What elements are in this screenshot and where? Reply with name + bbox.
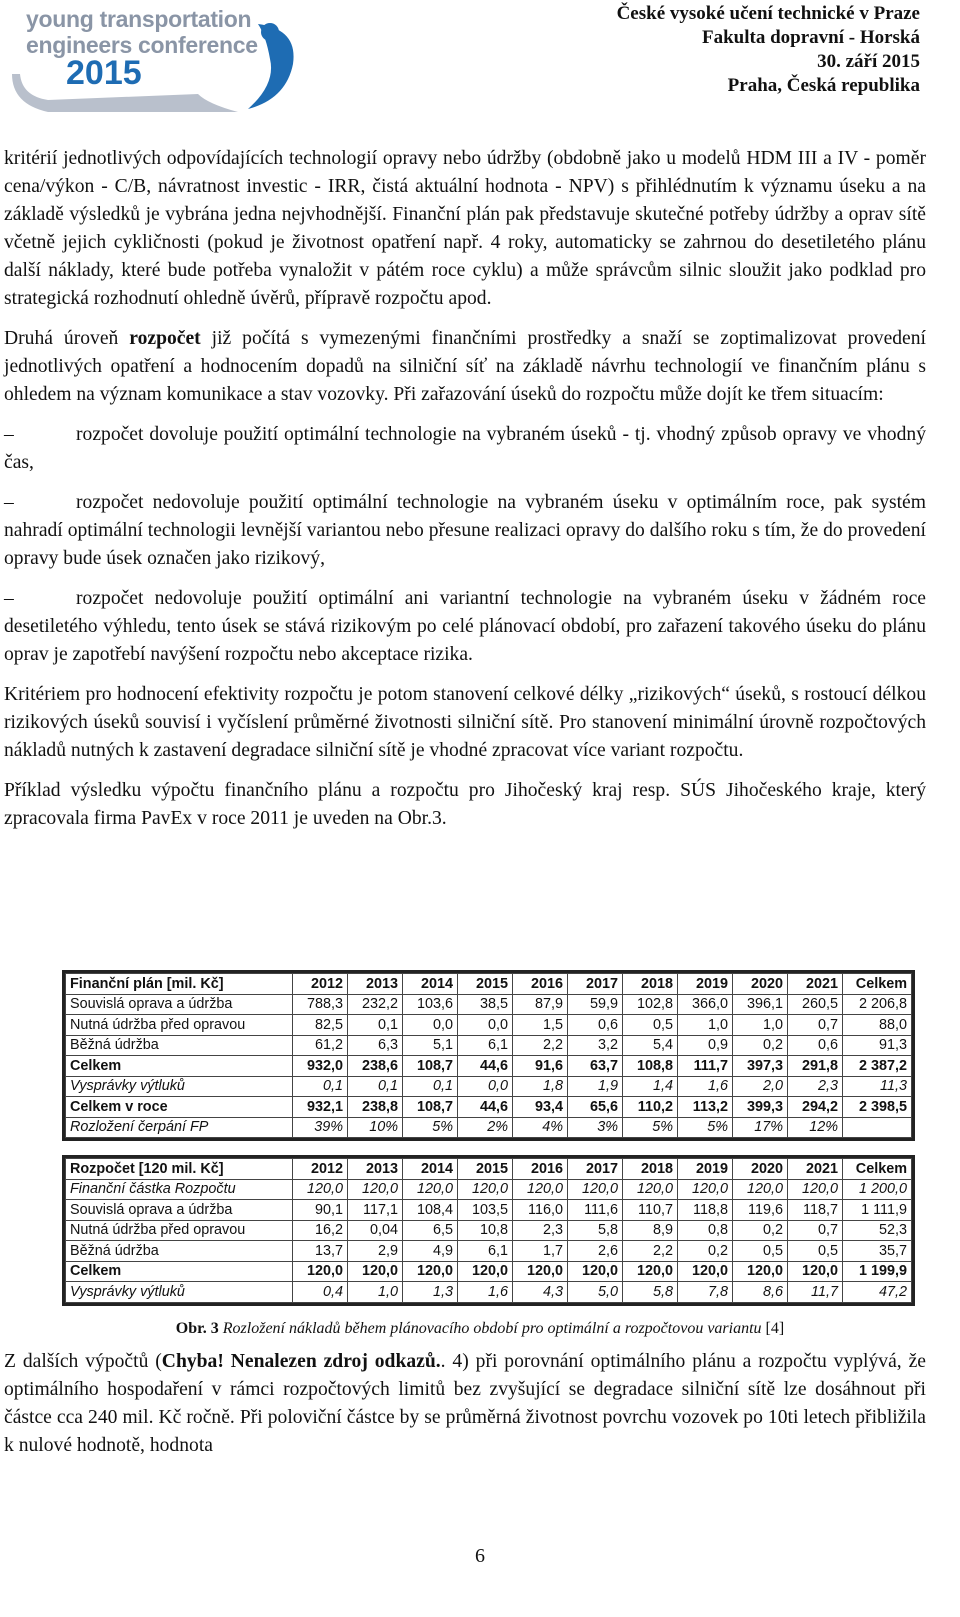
value-cell: 88,0 xyxy=(843,1015,912,1036)
value-cell: 2016 xyxy=(513,974,568,995)
institution-block xyxy=(617,2,920,98)
row-label-cell: Vysprávky výtluků xyxy=(66,1282,293,1303)
value-cell: 0,6 xyxy=(788,1035,843,1056)
value-cell: 932,1 xyxy=(293,1097,348,1118)
row-label-cell: Finanční částka Rozpočtu xyxy=(66,1179,293,1200)
value-cell: 5,4 xyxy=(623,1035,678,1056)
value-cell: 120,0 xyxy=(403,1179,458,1200)
value-cell: 4% xyxy=(513,1117,568,1138)
value-cell: 2015 xyxy=(458,1159,513,1180)
value-cell: 2012 xyxy=(293,1159,348,1180)
conference-logo xyxy=(8,4,308,122)
value-cell: 63,7 xyxy=(568,1056,623,1077)
value-cell: 366,0 xyxy=(678,994,733,1015)
value-cell: 108,8 xyxy=(623,1056,678,1077)
value-cell: 17% xyxy=(733,1117,788,1138)
value-cell: 2020 xyxy=(733,974,788,995)
paragraph: kritérií jednotlivých odpovídajících technologií opravy nebo údržby (obdobně jako u modelů HDM III a IV - poměr cena/výkon - C/B, návratnost investic - IRR, čistá aktuální hodnota - NPV) s přihlédnutím k významu úseku a na základě výsledků je vybrána jedna nejvhodnější. Finanční plán pak představuje skutečné potřeby údržby a oprav sítě včetně jejich cykličnosti (pokud je životnost opatření např. 4 roky, automaticky se zahrnou do desetiletého plánu další náklady, které bude potřeba vynaložit v pátém roce cyklu) a může správcům silnic sloužit jako podklad pro strategická rozhodnutí ohledně úvěrů, přípravě rozpočtu apod. xyxy=(4,148,926,309)
value-cell: 12% xyxy=(788,1117,843,1138)
value-cell: 35,7 xyxy=(843,1241,912,1262)
figure-caption xyxy=(0,1320,960,1338)
value-cell: 1,4 xyxy=(623,1076,678,1097)
table-row xyxy=(66,1179,912,1200)
value-cell: 7,8 xyxy=(678,1282,733,1303)
value-cell: 120,0 xyxy=(623,1179,678,1200)
value-cell: 0,5 xyxy=(733,1241,788,1262)
value-cell: 2,2 xyxy=(513,1035,568,1056)
value-cell: 82,5 xyxy=(293,1015,348,1036)
row-label-cell: Nutná údržba před opravou xyxy=(66,1015,293,1036)
value-cell: 2020 xyxy=(733,1159,788,1180)
budget-table xyxy=(65,1158,912,1303)
value-cell: 120,0 xyxy=(458,1261,513,1282)
value-cell: 0,0 xyxy=(403,1015,458,1036)
value-cell: 0,7 xyxy=(788,1015,843,1036)
value-cell: 1,7 xyxy=(513,1241,568,1262)
table-row xyxy=(66,1035,912,1056)
value-cell: 1 200,0 xyxy=(843,1179,912,1200)
value-cell: 238,8 xyxy=(348,1097,403,1118)
value-cell: 5,8 xyxy=(568,1220,623,1241)
value-cell: 120,0 xyxy=(293,1261,348,1282)
value-cell: 0,1 xyxy=(293,1076,348,1097)
value-cell: 87,9 xyxy=(513,994,568,1015)
caption-label: Obr. 3 xyxy=(175,1320,219,1337)
value-cell: 788,3 xyxy=(293,994,348,1015)
table-row xyxy=(66,1241,912,1262)
caption-text: Rozložení nákladů během plánovacího období pro optimální a rozpočtovou variantu xyxy=(222,1320,762,1337)
value-cell: 120,0 xyxy=(568,1261,623,1282)
value-cell: 0,1 xyxy=(403,1076,458,1097)
value-cell: 0,5 xyxy=(623,1015,678,1036)
value-cell: 3,2 xyxy=(568,1035,623,1056)
row-label-cell: Celkem xyxy=(66,1056,293,1077)
bold-term: rozpočet xyxy=(129,328,201,349)
value-cell: 2012 xyxy=(293,974,348,995)
table-row xyxy=(66,1076,912,1097)
value-cell: 120,0 xyxy=(678,1179,733,1200)
row-label-cell: Nutná údržba před opravou xyxy=(66,1220,293,1241)
dash-marker: – xyxy=(4,424,14,445)
institution-line: Praha, Česká republika xyxy=(727,75,920,96)
value-cell: 1,0 xyxy=(733,1015,788,1036)
row-label-cell: Finanční plán [mil. Kč] xyxy=(66,974,293,995)
value-cell: 2015 xyxy=(458,974,513,995)
page-number: 6 xyxy=(475,1545,485,1567)
value-cell: 6,1 xyxy=(458,1241,513,1262)
table-header-row xyxy=(66,974,912,995)
value-cell: 260,5 xyxy=(788,994,843,1015)
value-cell: 2,3 xyxy=(788,1076,843,1097)
value-cell: 2021 xyxy=(788,1159,843,1180)
list-item-text: rozpočet nedovoluje použití optimální ani variantní technologie na vybraném úseku v žádném roce desetiletého výhledu, tento úsek se stává rizikovým po celé plánovací období, pro zařazení takového úseku do plánu oprav je zapotřebí navýšení rozpočtu nebo akceptace rizika. xyxy=(4,588,926,665)
logo-line-2: engineers conference xyxy=(26,32,258,58)
value-cell: 396,1 xyxy=(733,994,788,1015)
table-row xyxy=(66,994,912,1015)
value-cell: 1,3 xyxy=(403,1282,458,1303)
institution-line: České vysoké učení technické v Praze xyxy=(616,3,920,24)
value-cell: 110,2 xyxy=(623,1097,678,1118)
value-cell: 111,7 xyxy=(678,1056,733,1077)
row-label-cell: Běžná údržba xyxy=(66,1035,293,1056)
value-cell: 47,2 xyxy=(843,1282,912,1303)
value-cell: 0,7 xyxy=(788,1220,843,1241)
list-item xyxy=(4,421,926,477)
value-cell: 117,1 xyxy=(348,1200,403,1221)
value-cell: 120,0 xyxy=(348,1179,403,1200)
value-cell: 120,0 xyxy=(348,1261,403,1282)
value-cell: 120,0 xyxy=(458,1179,513,1200)
value-cell: 5,0 xyxy=(568,1282,623,1303)
value-cell: 0,2 xyxy=(678,1241,733,1262)
value-cell: 8,9 xyxy=(623,1220,678,1241)
value-cell: 2 387,2 xyxy=(843,1056,912,1077)
value-cell: 8,6 xyxy=(733,1282,788,1303)
value-cell: 108,7 xyxy=(403,1056,458,1077)
value-cell: 2,0 xyxy=(733,1076,788,1097)
table-row xyxy=(66,1097,912,1118)
value-cell: 2014 xyxy=(403,1159,458,1180)
row-label-cell: Běžná údržba xyxy=(66,1241,293,1262)
budget-table-frame xyxy=(62,1155,915,1306)
value-cell: 2018 xyxy=(623,1159,678,1180)
value-cell: 0,1 xyxy=(348,1076,403,1097)
financial-plan-table xyxy=(65,973,912,1138)
value-cell: 2,3 xyxy=(513,1220,568,1241)
value-cell: 120,0 xyxy=(293,1179,348,1200)
value-cell: 2021 xyxy=(788,974,843,995)
value-cell: 2019 xyxy=(678,1159,733,1180)
value-cell: 5% xyxy=(623,1117,678,1138)
value-cell: 291,8 xyxy=(788,1056,843,1077)
value-cell: 103,5 xyxy=(458,1200,513,1221)
value-cell: 5% xyxy=(403,1117,458,1138)
value-cell: 118,7 xyxy=(788,1200,843,1221)
value-cell: 39% xyxy=(293,1117,348,1138)
value-cell: 397,3 xyxy=(733,1056,788,1077)
value-cell: 0,2 xyxy=(733,1220,788,1241)
table-row xyxy=(66,1200,912,1221)
table-row xyxy=(66,1015,912,1036)
value-cell: 10,8 xyxy=(458,1220,513,1241)
dash-marker: – xyxy=(4,492,14,513)
value-cell: 4,3 xyxy=(513,1282,568,1303)
text-run: Druhá úroveň xyxy=(4,328,130,349)
value-cell: 0,0 xyxy=(458,1015,513,1036)
value-cell: 1 111,9 xyxy=(843,1200,912,1221)
value-cell: 0,9 xyxy=(678,1035,733,1056)
value-cell: 120,0 xyxy=(513,1261,568,1282)
value-cell: 0,2 xyxy=(733,1035,788,1056)
row-label-cell: Vysprávky výtluků xyxy=(66,1076,293,1097)
value-cell: 0,1 xyxy=(348,1015,403,1036)
text-run: Z dalších výpočtů ( xyxy=(4,1351,162,1372)
value-cell: 111,6 xyxy=(568,1200,623,1221)
value-cell: 0,04 xyxy=(348,1220,403,1241)
value-cell: 1,9 xyxy=(568,1076,623,1097)
row-label-cell: Celkem v roce xyxy=(66,1097,293,1118)
value-cell: 6,1 xyxy=(458,1035,513,1056)
value-cell: 44,6 xyxy=(458,1097,513,1118)
value-cell: 11,7 xyxy=(788,1282,843,1303)
value-cell: 2,6 xyxy=(568,1241,623,1262)
value-cell: 2018 xyxy=(623,974,678,995)
value-cell: 0,8 xyxy=(678,1220,733,1241)
value-cell: 932,0 xyxy=(293,1056,348,1077)
value-cell: 2,2 xyxy=(623,1241,678,1262)
value-cell: 1,0 xyxy=(348,1282,403,1303)
table-row xyxy=(66,1117,912,1138)
closing-paragraph xyxy=(4,1348,926,1460)
body-text xyxy=(4,145,926,845)
value-cell: 120,0 xyxy=(788,1261,843,1282)
value-cell: 65,6 xyxy=(568,1097,623,1118)
value-cell: 93,4 xyxy=(513,1097,568,1118)
value-cell: 1,6 xyxy=(678,1076,733,1097)
value-cell: 5,8 xyxy=(623,1282,678,1303)
list-item-text: rozpočet dovoluje použití optimální technologie na vybraném úseků - tj. vhodný způsob opravy ve vhodný čas, xyxy=(4,424,926,473)
value-cell xyxy=(843,1117,912,1138)
value-cell: 1 199,9 xyxy=(843,1261,912,1282)
paragraph: Příklad výsledku výpočtu finančního plánu a rozpočtu pro Jihočeský kraj resp. SÚS Jihočeského kraje, který zpracovala firma PavEx v roce 2011 je uveden na Obr.3. xyxy=(4,780,926,829)
value-cell: 1,5 xyxy=(513,1015,568,1036)
value-cell: 120,0 xyxy=(513,1179,568,1200)
value-cell: 61,2 xyxy=(293,1035,348,1056)
value-cell: 1,6 xyxy=(458,1282,513,1303)
row-label-cell: Rozložení čerpání FP xyxy=(66,1117,293,1138)
row-label-cell: Rozpočet [120 mil. Kč] xyxy=(66,1159,293,1180)
value-cell: Celkem xyxy=(843,1159,912,1180)
value-cell: 90,1 xyxy=(293,1200,348,1221)
table-row xyxy=(66,1220,912,1241)
list-item xyxy=(4,585,926,669)
value-cell: 238,6 xyxy=(348,1056,403,1077)
value-cell: 6,3 xyxy=(348,1035,403,1056)
list-item xyxy=(4,489,926,573)
value-cell: Celkem xyxy=(843,974,912,995)
list-item-text: rozpočet nedovoluje použití optimální technologie na vybraném úseku v optimálním roce, pak systém nahradí optimální technologii levnější variantou nebo přesune realizaci opravy do dalšího roku s tím, že do provedení opravy bude úsek označen jako rizikový, xyxy=(4,492,926,569)
institution-line: 30. září 2015 xyxy=(817,51,920,72)
value-cell: 2017 xyxy=(568,974,623,995)
value-cell: 2% xyxy=(458,1117,513,1138)
table-row xyxy=(66,1261,912,1282)
value-cell: 108,7 xyxy=(403,1097,458,1118)
text-run: . 4) při porovnání optimálního plánu a rozpočtu vyplývá, že optimálního hospodaření v rámci rozpočtových limitů bez zvyšující se degradace silniční sítě lze dosáhnout při částce cca 240 mil. Kč ročně. Při poloviční částce by se průměrná životnost povrchu vozovek po 10ti letech přibližila k nulové hodnotě, hodnota xyxy=(4,1351,926,1456)
value-cell: 102,8 xyxy=(623,994,678,1015)
value-cell: 1,8 xyxy=(513,1076,568,1097)
value-cell: 120,0 xyxy=(568,1179,623,1200)
value-cell: 38,5 xyxy=(458,994,513,1015)
institution-line: Fakulta dopravní - Horská xyxy=(701,27,920,48)
row-label-cell: Souvislá oprava a údržba xyxy=(66,994,293,1015)
value-cell: 10% xyxy=(348,1117,403,1138)
value-cell: 44,6 xyxy=(458,1056,513,1077)
logo-line-1: young transportation xyxy=(26,6,252,32)
value-cell: 13,7 xyxy=(293,1241,348,1262)
value-cell: 103,6 xyxy=(403,994,458,1015)
value-cell: 59,9 xyxy=(568,994,623,1015)
dash-marker: – xyxy=(4,588,14,609)
value-cell: 120,0 xyxy=(733,1261,788,1282)
value-cell: 116,0 xyxy=(513,1200,568,1221)
value-cell: 3% xyxy=(568,1117,623,1138)
value-cell: 5,1 xyxy=(403,1035,458,1056)
paragraph xyxy=(4,325,926,409)
value-cell: 91,6 xyxy=(513,1056,568,1077)
value-cell: 0,5 xyxy=(788,1241,843,1262)
value-cell: 294,2 xyxy=(788,1097,843,1118)
value-cell: 120,0 xyxy=(623,1261,678,1282)
value-cell: 113,2 xyxy=(678,1097,733,1118)
value-cell: 119,6 xyxy=(733,1200,788,1221)
value-cell: 2,9 xyxy=(348,1241,403,1262)
table-row xyxy=(66,1056,912,1077)
value-cell: 4,9 xyxy=(403,1241,458,1262)
value-cell: 16,2 xyxy=(293,1220,348,1241)
value-cell: 2 398,5 xyxy=(843,1097,912,1118)
text-run: již počítá s vymezenými finančními prostředky a snaží se zoptimalizovat provedení jednotlivých opatření a hodnocením dopadů na silniční síť na základě návrhu technologií ve finančním plánu s ohledem na význam komunikace a stav vozovky. Při zařazování úseků do rozpočtu může dojít ke třem situacím: xyxy=(4,328,926,405)
error-reference: Chyba! Nenalezen zdroj odkazů. xyxy=(161,1351,441,1372)
table-header-row xyxy=(66,1159,912,1180)
value-cell: 2019 xyxy=(678,974,733,995)
paragraph: Kritériem pro hodnocení efektivity rozpočtu je potom stanovení celkové délky „rizikových“ úseků, s rostoucí délkou rizikových úseků souvisí i vyčíslení průměrné životnosti silniční sítě. Pro stanovení minimální úrovně rozpočtových nákladů nutných k zastavení degradace silniční sítě je vhodné zpracovat více variant rozpočtu. xyxy=(4,684,926,761)
value-cell: 6,5 xyxy=(403,1220,458,1241)
value-cell: 2013 xyxy=(348,974,403,995)
value-cell: 2 206,8 xyxy=(843,994,912,1015)
value-cell: 108,4 xyxy=(403,1200,458,1221)
value-cell: 5% xyxy=(678,1117,733,1138)
value-cell: 110,7 xyxy=(623,1200,678,1221)
value-cell: 0,0 xyxy=(458,1076,513,1097)
caption-ref: [4] xyxy=(765,1320,785,1337)
value-cell: 91,3 xyxy=(843,1035,912,1056)
value-cell: 120,0 xyxy=(733,1179,788,1200)
value-cell: 120,0 xyxy=(403,1261,458,1282)
value-cell: 0,4 xyxy=(293,1282,348,1303)
value-cell: 2016 xyxy=(513,1159,568,1180)
table-row xyxy=(66,1282,912,1303)
financial-plan-table-frame xyxy=(62,970,915,1141)
value-cell: 52,3 xyxy=(843,1220,912,1241)
row-label-cell: Souvislá oprava a údržba xyxy=(66,1200,293,1221)
value-cell: 399,3 xyxy=(733,1097,788,1118)
value-cell: 2014 xyxy=(403,974,458,995)
row-label-cell: Celkem xyxy=(66,1261,293,1282)
value-cell: 120,0 xyxy=(788,1179,843,1200)
value-cell: 11,3 xyxy=(843,1076,912,1097)
logo-year: 2015 xyxy=(66,54,142,92)
value-cell: 1,0 xyxy=(678,1015,733,1036)
value-cell: 2013 xyxy=(348,1159,403,1180)
value-cell: 118,8 xyxy=(678,1200,733,1221)
value-cell: 2017 xyxy=(568,1159,623,1180)
value-cell: 0,6 xyxy=(568,1015,623,1036)
value-cell: 232,2 xyxy=(348,994,403,1015)
value-cell: 120,0 xyxy=(678,1261,733,1282)
